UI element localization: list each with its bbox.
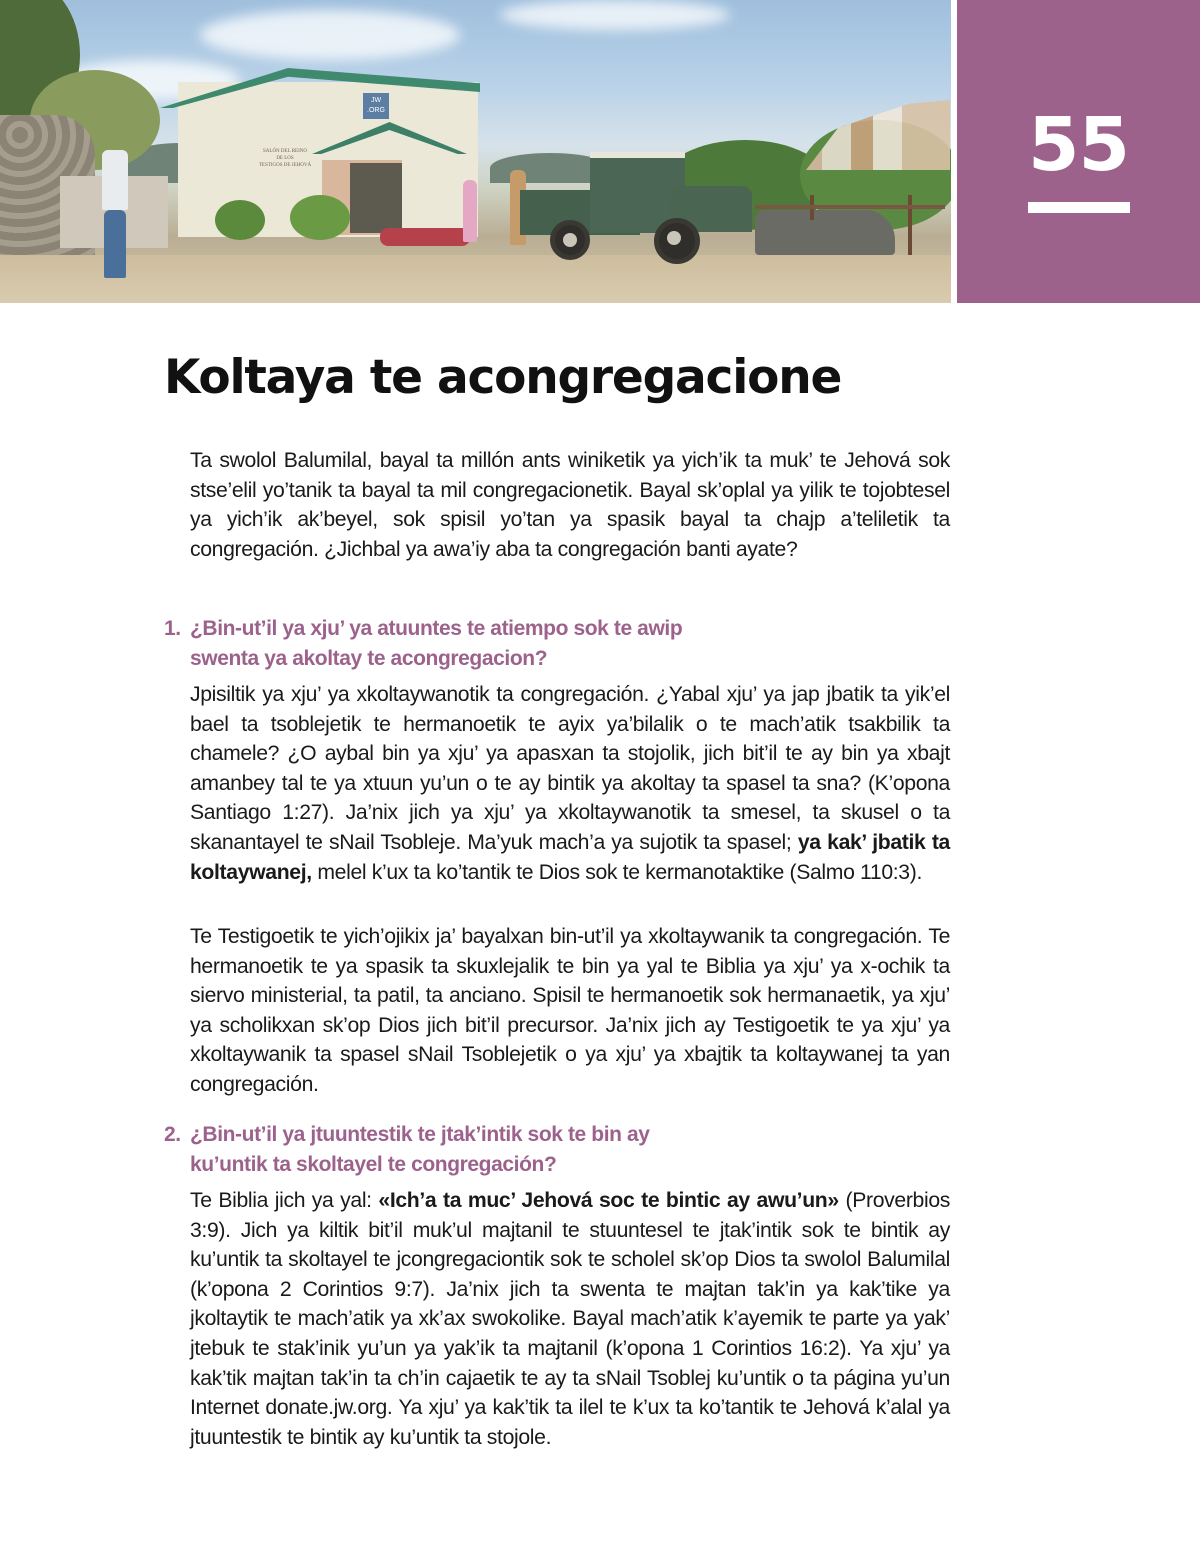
section-1-paragraph-2: Te Testigoetik te yich’ojikix ja’ bayalxan bin-ut’il ya xkoltaywanik ta congregación. Te hermanoetik te ya spasik ta skuxlejalik te bin ya yal te Biblia ya xju’ ya x-ochik ta siervo ministerial, ta patil, ta anciano. Spisil te hermanoetik sok hermanaetik, ya xju’ ya scholikxan sk’op Dios jich bit’il precursor. Ja’nix jich ay Testigoetik te ya xju’ ya xkoltaywanik ta spasel sNail Tsoblejetik o ya xju’ ya xbajtik ta koltaywanej ta yan congregación. [190,925,950,1096]
question-text-line1: ¿Bin-ut’il ya xju’ ya atuuntes te atiempo sok te awip [190,617,683,640]
paragraph-text: (Proverbios 3:9). Jich ya kiltik bit’il muk’ul majtanil te stuuntesel te jtak’intik sok te bintik ay ku’untik ta skoltayel te jcongregaciontik sok te scholel sk’op Dios ta swolol Balumilal (k’opona 2 Corintios 9:7). Ja’nix jich ta swenta te majtan tak’in ya kak’tike ya jkoltaytik te mach’atik ya xk’ax swokolike. Bayal mach’atik k’ayemik te parte ya yak’ jtebuk te stak’inik yu’un ya yak’ik ta majtanil (k’opona 1 Corintios 16:2). Ya xju’ ya kak’tik majtan tak’in ta ch’in cajaetik te ay ta sNail Tsoblej ku’untik o ta página yu’un Internet donate.jw.org. Ya xju’ ya kak’tik ta ilel te k’ux ta ko’tantik te Jehová k’alal ya jtuuntestik te bintik ay ku’untik ta stojole. [190,1189,950,1449]
question-number: 2. [164,1123,181,1146]
hillside-houses [790,100,950,170]
rock-wall [755,210,895,255]
shrub [290,195,350,240]
jw-sign-line2: .ORG [367,107,385,114]
question-text-line2: swenta ya akoltay te acongregacion? [190,647,548,670]
question-text-line1: ¿Bin-ut’il ya jtuuntestik te jtak’intik sok te bin ay [190,1123,650,1146]
hero-image [0,0,951,303]
question-text-line2: ku’untik ta skoltayel te congregación? [190,1153,557,1176]
chapter-number: 55 [1028,102,1129,188]
fence-rail [755,205,945,209]
kingdom-hall-sign [250,148,320,169]
person-legs [104,210,126,278]
hall-sign-line2: DE LOS [276,156,294,161]
page-title: Koltaya te acongregacione [164,350,842,405]
intro-paragraph: Ta swolol Balumilal, bayal ta millón ants winiketik ya yich’ik ta muk’ te Jehová sok stse’elil yo’tanik ta bayal ta mil congregacionetik. Bayal sk’oplal ya yilik te tojobtesel ya yich’ik ak’beyel, sok spisil yo’tan ya spasik bayal ta chajp a’teliletik ta congregación. ¿Jichbal ya awa’iy aba ta congregación banti ayate? [190,449,950,561]
fence-post [908,195,912,255]
chapter-number-panel [957,0,1200,303]
emphasis-text: «Ich’a ta muc’ Jehová soc te bintic ay awu’un» [378,1189,839,1212]
paragraph-text: Jpisiltik ya xju’ ya xkoltaywanotik ta congregación. ¿Yabal xju’ ya jap jbatik ta yik’el bael ta tsoblejetik te hermanoetik te ayix ya’bilalik o te mach’atik tsakbilik ta chamele? ¿O aybal bin ya xju’ ya apasxan ta stojolik, jich bit’il te ay bin ya xbajt amanbey tal te ya xtuun yu’un o te ay bintik ya akoltay ta spasel ta sna? (K’opona Santiago 1:27). Ja’nix jich ya xju’ ya xkoltaywanotik ta smesel, ta skusel o ta skanantayel te sNail Tsobleje. Ma’yuk mach’a ya sujotik ta spasel; [190,683,950,854]
section-1-question [164,614,924,674]
truck-wheel [550,220,590,260]
emphasis-text: ya kak’ jbatik ta koltaywanej, [190,830,950,884]
section-2-paragraph-1 [190,1186,950,1452]
shrub [215,200,265,240]
jw-sign-line1: JW [370,97,382,104]
person-with-hose [102,150,128,210]
section-1-paragraph-1 [190,680,950,887]
child [463,180,477,242]
red-flowers [380,228,470,246]
gravel-ground [0,255,951,303]
cloud [200,10,460,60]
entrance-doorway [350,163,402,233]
hall-sign-line1: SALÓN DEL REINO [263,149,307,154]
chapter-underline [1028,202,1130,213]
hall-sign-line3: TESTIGOS DE JEHOVÁ [258,163,312,168]
paragraph-text: Te Biblia jich ya yal: [190,1189,379,1212]
cloud [500,0,730,30]
truck-wheel [654,218,700,264]
jw-org-sign [363,93,389,119]
question-number: 1. [164,617,181,640]
section-2-question [164,1120,924,1180]
paragraph-text: melel k’ux ta ko’tantik te Dios sok te kermanotaktike (Salmo 110:3). [311,860,922,884]
